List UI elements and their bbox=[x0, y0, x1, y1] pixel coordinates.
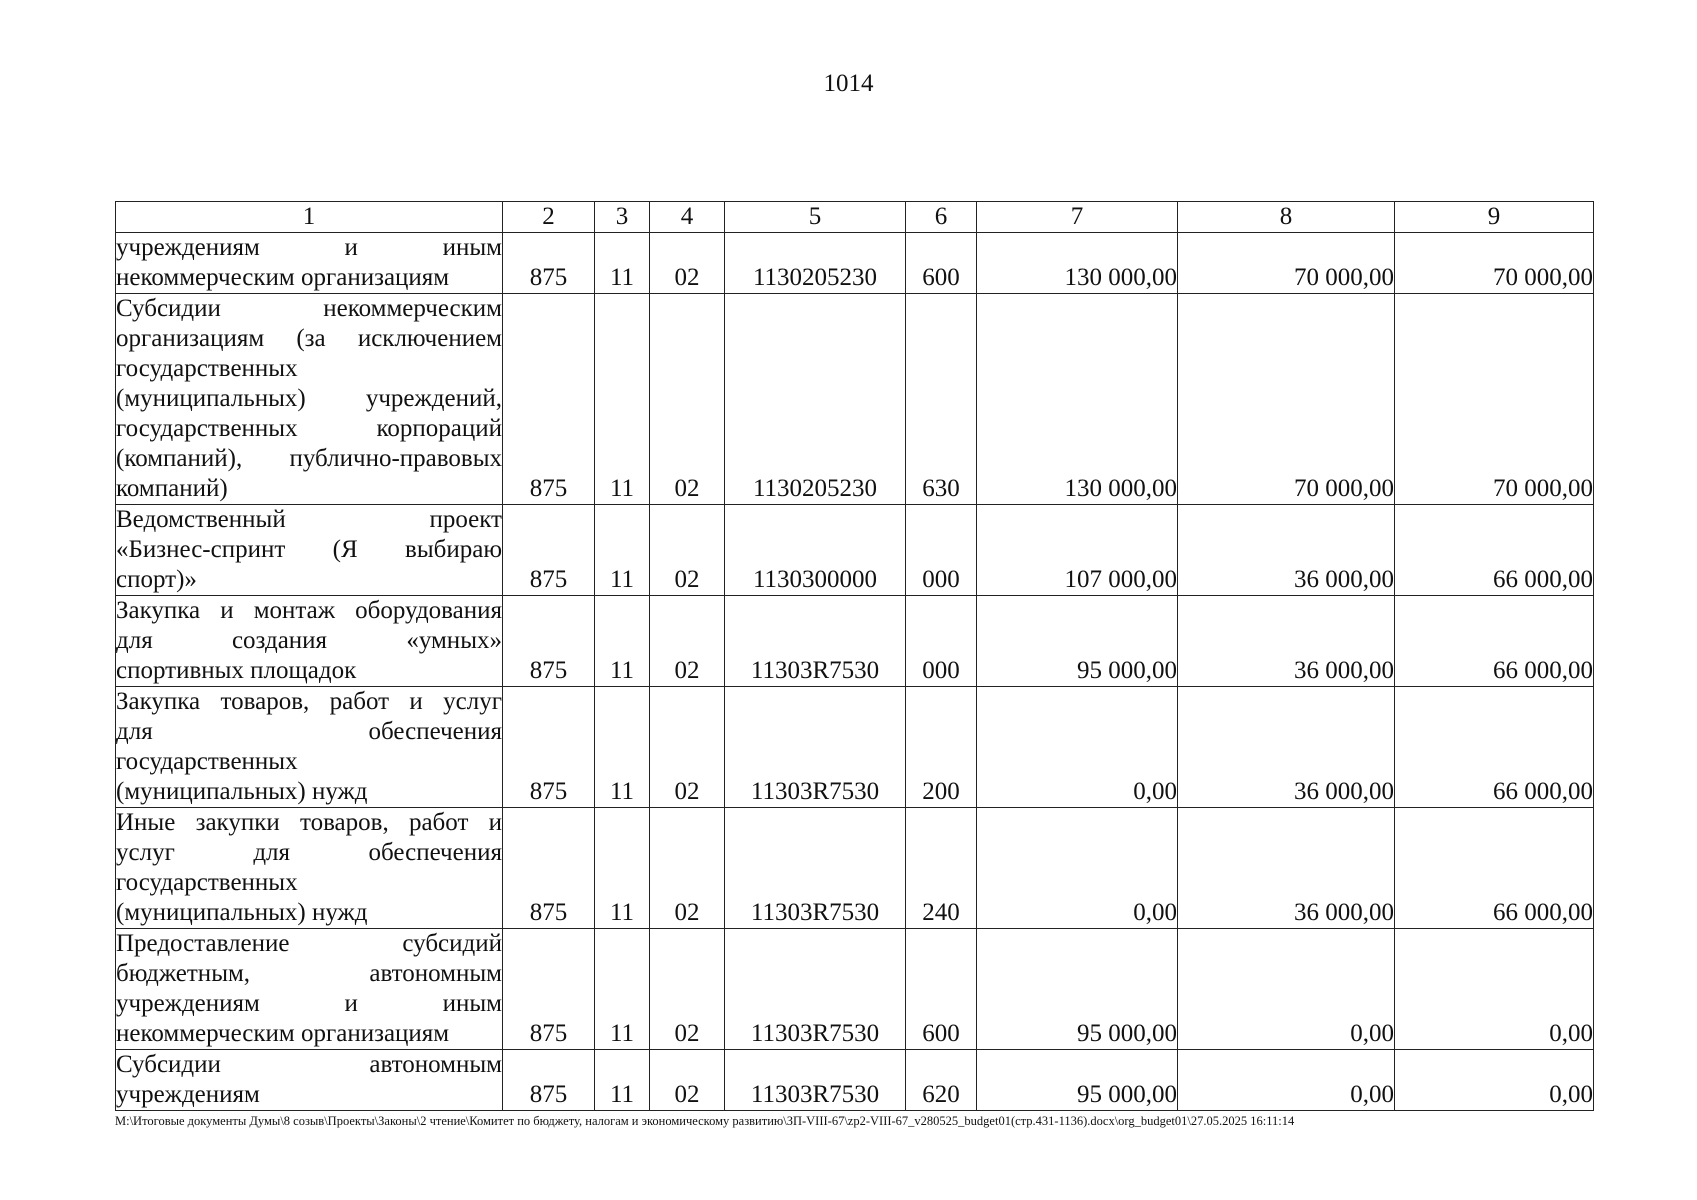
table-row bbox=[116, 1050, 1594, 1111]
table-row bbox=[116, 294, 1594, 505]
table-header bbox=[116, 202, 1594, 233]
cell-amount-8: 36 000,00 bbox=[1178, 596, 1395, 687]
cell-amount-9: 66 000,00 bbox=[1395, 808, 1594, 929]
cell-target-article: 11303R7530 bbox=[725, 808, 906, 929]
cell-expense-type: 600 bbox=[906, 929, 977, 1050]
cell-section: 11 bbox=[595, 1050, 650, 1111]
cell-expense-type: 000 bbox=[906, 505, 977, 596]
description-line: компаний) bbox=[116, 475, 228, 502]
description-line: государственных bbox=[116, 355, 298, 382]
table-row bbox=[116, 505, 1594, 596]
cell-description bbox=[116, 808, 503, 929]
header-col-6: 6 bbox=[906, 202, 977, 233]
description-line: учреждениям и иным bbox=[116, 234, 502, 261]
header-row bbox=[116, 202, 1594, 233]
description-line: некоммерческим организациям bbox=[116, 1020, 450, 1047]
cell-code-2: 875 bbox=[503, 1050, 595, 1111]
cell-target-article: 1130205230 bbox=[725, 294, 906, 505]
cell-description bbox=[116, 294, 503, 505]
cell-subsection: 02 bbox=[650, 1050, 725, 1111]
cell-amount-7: 95 000,00 bbox=[977, 929, 1178, 1050]
description-line: Субсидии некоммерческим bbox=[116, 295, 502, 322]
cell-section: 11 bbox=[595, 596, 650, 687]
cell-section: 11 bbox=[595, 929, 650, 1050]
table-row bbox=[116, 596, 1594, 687]
cell-amount-7: 107 000,00 bbox=[977, 505, 1178, 596]
cell-code-2: 875 bbox=[503, 687, 595, 808]
cell-code-2: 875 bbox=[503, 808, 595, 929]
table-body bbox=[116, 233, 1594, 1111]
description-line: «Бизнес-спринт (Я выбираю bbox=[116, 536, 502, 563]
cell-amount-9: 66 000,00 bbox=[1395, 687, 1594, 808]
cell-section: 11 bbox=[595, 808, 650, 929]
cell-amount-8: 0,00 bbox=[1178, 1050, 1395, 1111]
cell-amount-9: 70 000,00 bbox=[1395, 233, 1594, 294]
cell-amount-8: 0,00 bbox=[1178, 929, 1395, 1050]
cell-description bbox=[116, 505, 503, 596]
description-line: Ведомственный проект bbox=[116, 506, 502, 533]
cell-subsection: 02 bbox=[650, 808, 725, 929]
description-line: учреждениям bbox=[116, 1081, 260, 1108]
description-line: бюджетным, автономным bbox=[116, 960, 502, 987]
cell-amount-9: 66 000,00 bbox=[1395, 505, 1594, 596]
cell-expense-type: 600 bbox=[906, 233, 977, 294]
cell-amount-7: 95 000,00 bbox=[977, 1050, 1178, 1111]
cell-subsection: 02 bbox=[650, 233, 725, 294]
cell-section: 11 bbox=[595, 233, 650, 294]
cell-description bbox=[116, 233, 503, 294]
description-line: услуг для обеспечения bbox=[116, 839, 502, 866]
cell-target-article: 11303R7530 bbox=[725, 687, 906, 808]
budget-table bbox=[115, 201, 1594, 1111]
cell-section: 11 bbox=[595, 687, 650, 808]
header-col-2: 2 bbox=[503, 202, 595, 233]
description-line: государственных bbox=[116, 748, 298, 775]
header-col-3: 3 bbox=[595, 202, 650, 233]
cell-target-article: 1130205230 bbox=[725, 233, 906, 294]
description-line: Закупка товаров, работ и услуг bbox=[116, 688, 502, 715]
cell-target-article: 11303R7530 bbox=[725, 596, 906, 687]
cell-expense-type: 200 bbox=[906, 687, 977, 808]
cell-amount-9: 70 000,00 bbox=[1395, 294, 1594, 505]
header-col-7: 7 bbox=[977, 202, 1178, 233]
cell-expense-type: 240 bbox=[906, 808, 977, 929]
cell-amount-8: 36 000,00 bbox=[1178, 687, 1395, 808]
table-row bbox=[116, 687, 1594, 808]
cell-amount-7: 0,00 bbox=[977, 808, 1178, 929]
cell-target-article: 11303R7530 bbox=[725, 1050, 906, 1111]
description-line: организациям (за исключением bbox=[116, 325, 502, 352]
cell-description bbox=[116, 687, 503, 808]
cell-description bbox=[116, 1050, 503, 1111]
cell-section: 11 bbox=[595, 505, 650, 596]
cell-expense-type: 620 bbox=[906, 1050, 977, 1111]
cell-description bbox=[116, 929, 503, 1050]
cell-code-2: 875 bbox=[503, 233, 595, 294]
description-line: (муниципальных) нужд bbox=[116, 899, 368, 926]
cell-code-2: 875 bbox=[503, 929, 595, 1050]
cell-target-article: 11303R7530 bbox=[725, 929, 906, 1050]
cell-expense-type: 000 bbox=[906, 596, 977, 687]
description-line: государственных bbox=[116, 869, 298, 896]
cell-subsection: 02 bbox=[650, 505, 725, 596]
description-line: (компаний), публично-правовых bbox=[116, 445, 502, 472]
description-line: государственных корпораций bbox=[116, 415, 502, 442]
description-line: учреждениям и иным bbox=[116, 990, 502, 1017]
description-line: (муниципальных) учреждений, bbox=[116, 385, 502, 412]
description-line: для обеспечения bbox=[116, 718, 502, 745]
cell-subsection: 02 bbox=[650, 596, 725, 687]
cell-subsection: 02 bbox=[650, 929, 725, 1050]
cell-amount-8: 70 000,00 bbox=[1178, 294, 1395, 505]
cell-amount-9: 0,00 bbox=[1395, 1050, 1594, 1111]
header-col-1: 1 bbox=[116, 202, 503, 233]
page-number: 1014 bbox=[823, 70, 874, 97]
description-line: некоммерческим организациям bbox=[116, 264, 450, 291]
cell-amount-7: 0,00 bbox=[977, 687, 1178, 808]
cell-subsection: 02 bbox=[650, 687, 725, 808]
header-col-9: 9 bbox=[1395, 202, 1594, 233]
cell-amount-7: 95 000,00 bbox=[977, 596, 1178, 687]
cell-amount-7: 130 000,00 bbox=[977, 294, 1178, 505]
cell-code-2: 875 bbox=[503, 294, 595, 505]
description-line: Закупка и монтаж оборудования bbox=[116, 597, 502, 624]
footer-file-path: M:\Итоговые документы Думы\8 созыв\Проекты\Законы\2 чтение\Комитет по бюджету, налогам и экономическому развитию\ЗП-VIII-67\zp2-VIII-67_v280525_budget01(стр.431-1136).docx\org_budget01\27.05.2025 16:11:14 bbox=[115, 1114, 1295, 1128]
cell-amount-8: 36 000,00 bbox=[1178, 505, 1395, 596]
cell-expense-type: 630 bbox=[906, 294, 977, 505]
cell-amount-8: 36 000,00 bbox=[1178, 808, 1395, 929]
cell-target-article: 1130300000 bbox=[725, 505, 906, 596]
cell-section: 11 bbox=[595, 294, 650, 505]
description-line: Иные закупки товаров, работ и bbox=[116, 809, 502, 836]
description-line: для создания «умных» bbox=[116, 627, 502, 654]
description-line: Предоставление субсидий bbox=[116, 930, 502, 957]
cell-subsection: 02 bbox=[650, 294, 725, 505]
cell-code-2: 875 bbox=[503, 596, 595, 687]
description-line: спортивных площадок bbox=[116, 657, 357, 684]
table-row bbox=[116, 929, 1594, 1050]
description-line: Субсидии автономным bbox=[116, 1051, 502, 1078]
header-col-8: 8 bbox=[1178, 202, 1395, 233]
cell-amount-7: 130 000,00 bbox=[977, 233, 1178, 294]
cell-amount-8: 70 000,00 bbox=[1178, 233, 1395, 294]
header-col-5: 5 bbox=[725, 202, 906, 233]
cell-code-2: 875 bbox=[503, 505, 595, 596]
cell-amount-9: 66 000,00 bbox=[1395, 596, 1594, 687]
description-line: (муниципальных) нужд bbox=[116, 778, 368, 805]
description-line: спорт)» bbox=[116, 566, 197, 593]
cell-amount-9: 0,00 bbox=[1395, 929, 1594, 1050]
cell-description bbox=[116, 596, 503, 687]
table-row bbox=[116, 808, 1594, 929]
header-col-4: 4 bbox=[650, 202, 725, 233]
table-row bbox=[116, 233, 1594, 294]
